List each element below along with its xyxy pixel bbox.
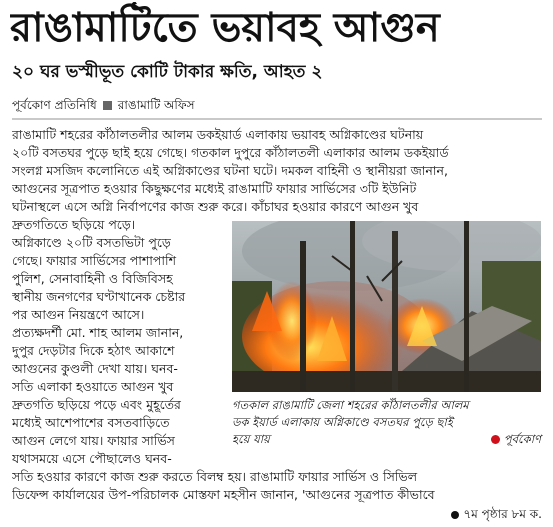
photo-caption: [232, 397, 541, 448]
caption-line: ডক ইয়ার্ড এলাকায় অগ্নিকাণ্ডে বসতঘর পুড়ে ছাই: [232, 415, 453, 429]
body-line: আগুনের কুণ্ডলী দেখা যায়। ঘনব-: [12, 361, 178, 376]
body-line: সতি এলাকা হওয়াতে আগুন খুব: [12, 379, 174, 394]
subheadline: ২০ ঘর ভস্মীভূত কোটি টাকার ক্ষতি, আহত ২: [12, 62, 323, 82]
body-line: ঘটনাস্থলে এসে অগ্নি নির্বাপণের কাজ শুরু করে। কাঁচাঘর হওয়ার কারণে আগুন খুব: [12, 199, 419, 214]
caption-last-line: [232, 431, 541, 448]
headline: রাঙামাটিতে ভয়াবহ আগুন: [10, 4, 440, 51]
credit-dot-icon: [491, 435, 500, 444]
body-line: প্রত্যক্ষদর্শী মো. শাহ আলম জানান,: [12, 325, 184, 340]
bullet-dot-icon: [451, 511, 459, 519]
body-line: ২০টি বসতঘর পুড়ে ছাই হয়ে গেছে। গতকাল দুপুরে কাঁঠালতলী এলাকার আলম ডকইয়ার্ড: [12, 145, 449, 160]
fire-scene-illustration: [232, 221, 541, 392]
byline: [12, 96, 542, 114]
body-line: দ্রুতগতিতে ছড়িয়ে পড়ে।: [12, 217, 136, 232]
body-line: ডিফেন্স কার্যালয়ের উপ-পরিচালক মোস্তফা মহসীন জানান, 'আগুনের সূত্রপাত কীভাবে: [12, 487, 435, 502]
body-line: অগ্নিকাণ্ডে ২০টি বসতভিটা পুড়ে: [12, 235, 171, 250]
caption-line: গতকাল রাঙামাটি জেলা শহরের কাঁঠালতলীর আলম: [232, 398, 469, 412]
continuation-text: ৭ম পৃষ্ঠার ৮ম ক.: [463, 507, 542, 521]
body-line: পর আগুন নিয়ন্ত্রণে আসে।: [12, 307, 145, 322]
byline-office: রাঙামাটি অফিস: [117, 98, 195, 112]
body-line: রাঙামাটি শহরের কাঁঠালতলীর আলম ডকইয়ার্ড এলাকায় ভয়াবহ অগ্নিকাণ্ডের ঘটনায়: [12, 127, 424, 142]
fire-photo: [232, 221, 541, 392]
photo-credit: পূর্বকোণ: [503, 432, 541, 446]
body-line: সংলগ্ন মসজিদ কলোনিতে এই অগ্নিকাণ্ডের ঘটনা ঘটে। দমকল বাহিনী ও স্থানীয়রা জানান,: [12, 163, 448, 178]
caption-line: হয়ে যায়: [232, 432, 270, 446]
body-line: সতি হওয়ার কারণে কাজ শুরু করতে বিলম্ব হয়। রাঙামাটি ফায়ার সার্ভিস ও সিভিল: [12, 469, 418, 484]
byline-divider: [12, 118, 542, 120]
body-line: গেছে। ফায়ার সার্ভিসের পাশাপাশি: [12, 253, 177, 268]
continuation-link[interactable]: [400, 505, 542, 523]
body-line: দ্রুতগতি ছড়িয়ে পড়ে এবং মুহূর্তের: [12, 397, 181, 412]
body-line: যথাসময়ে এসে পৌছালেও ঘনব-: [12, 451, 172, 466]
byline-author: পূর্বকোণ প্রতিনিধি: [12, 98, 97, 112]
body-line: আগুনের সূত্রপাত হওয়ার কিছুক্ষণের মধ্যেই রাঙামাটি ফায়ার সার্ভিসের ৩টি ইউনিট: [12, 181, 417, 196]
body-line: আগুন লেগে যায়। ফায়ার সার্ভিস: [12, 433, 175, 448]
body-line: স্থানীয় জনগণের ঘণ্টাখানেক চেষ্টার: [12, 289, 186, 304]
body-line: মধ্যেই আশেপাশের বসতবাড়িতে: [12, 415, 170, 430]
byline-separator-square: [103, 101, 112, 110]
body-line: দুপুর দেড়টার দিকে হঠাৎ আকাশে: [12, 343, 175, 358]
body-line: পুলিশ, সেনাবাহিনী ও বিজিবিসহ: [12, 271, 173, 286]
